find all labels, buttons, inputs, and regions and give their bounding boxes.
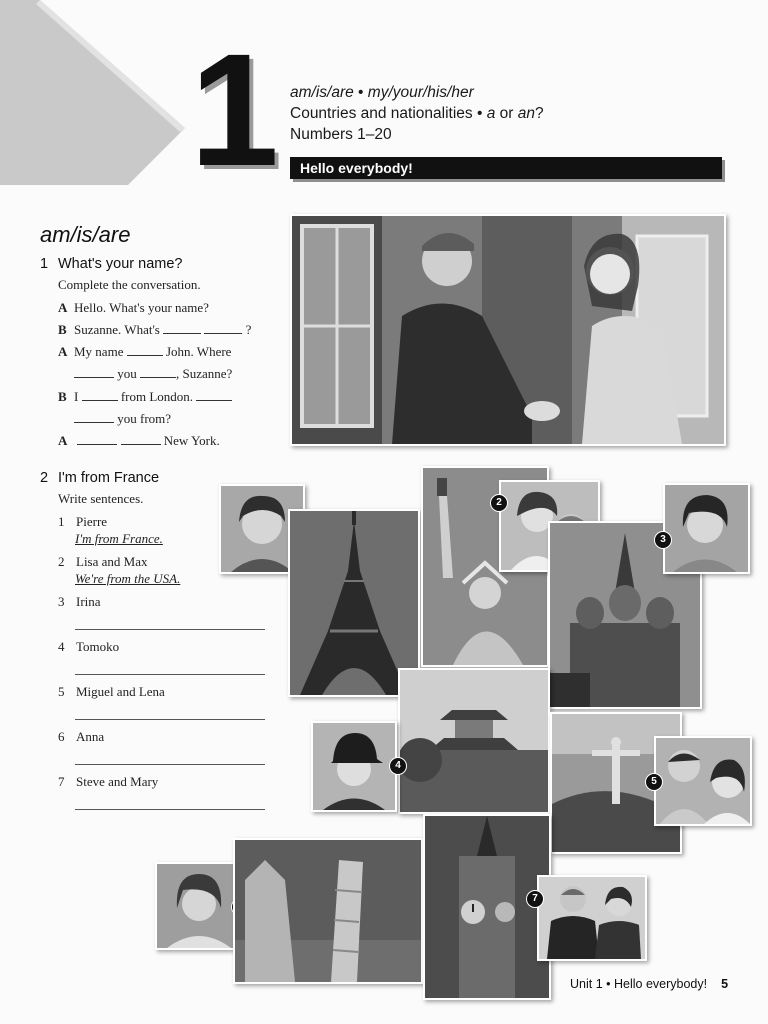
conversation-line: A My name John. Where xyxy=(58,344,232,359)
conversation-line: B Suzanne. What's ? xyxy=(58,322,252,337)
topic-am-is-are: am/is/are xyxy=(290,84,354,101)
topics-line-2: Countries and nationalities • a or an? xyxy=(290,105,544,122)
exercise-1-instruction: Complete the conversation. xyxy=(58,277,201,292)
topic-possessives: my/your/his/her xyxy=(367,84,474,101)
footer-title: Hello everybody! xyxy=(613,977,708,991)
handshake-photo xyxy=(290,214,726,446)
topics-line-3: Numbers 1–20 xyxy=(290,126,392,143)
photo-number-badge: 5 xyxy=(645,773,663,791)
portrait-photo-3 xyxy=(663,483,750,574)
conversation-line: A Hello. What's your name? xyxy=(58,300,209,315)
exercise-2-instruction: Write sentences. xyxy=(58,491,144,506)
pagoda-photo xyxy=(398,668,550,814)
photo-number-badge: 2 xyxy=(490,494,508,512)
exercise-item: 7 Steve and Mary xyxy=(58,774,159,789)
photo-number-badge: 3 xyxy=(654,531,672,549)
conversation-line: B I from London. xyxy=(58,389,232,405)
answer-line[interactable] xyxy=(75,629,265,630)
leaning-tower-of-pisa-photo xyxy=(233,838,423,984)
unit-title-bar: Hello everybody! xyxy=(290,157,722,179)
exercise-2-title: 2 I'm from France xyxy=(40,470,160,486)
topic-separator: • xyxy=(353,84,368,101)
photo-number-badge: 4 xyxy=(389,757,407,775)
answer-line[interactable] xyxy=(75,809,265,810)
unit-corner-triangle xyxy=(0,0,190,185)
conversation-line: A New York. xyxy=(58,433,220,448)
couple-photo-7 xyxy=(537,875,647,961)
answer-blank[interactable] xyxy=(196,390,232,401)
couple-photo-5 xyxy=(654,736,752,826)
answer-blank[interactable] xyxy=(77,434,117,445)
exercise-item: 5 Miguel and Lena xyxy=(58,684,165,699)
portrait-photo-4 xyxy=(311,721,397,812)
exercise-1-title: 1 What's your name? xyxy=(40,256,183,272)
unit-topics xyxy=(290,82,544,145)
answer-blank[interactable] xyxy=(121,434,161,445)
conversation-line: you from? xyxy=(74,411,171,427)
topics-line-1 xyxy=(290,82,544,103)
answer-blank[interactable] xyxy=(204,323,242,334)
exercise-item: 2 Lisa and Max xyxy=(58,554,148,569)
answer-blank[interactable] xyxy=(74,367,114,378)
answer-blank[interactable] xyxy=(140,367,176,378)
exercise-item: 3 Irina xyxy=(58,594,101,609)
photo-number-badge: 7 xyxy=(526,890,544,908)
section-heading: am/is/are xyxy=(40,222,131,247)
footer-unit-label: Unit 1 xyxy=(570,977,603,991)
portrait-photo-6 xyxy=(155,862,241,950)
exercise-item: 4 Tomoko xyxy=(58,639,120,654)
page-footer: Unit 1 • Hello everybody! 5 xyxy=(570,977,729,991)
example-answer: I'm from France. xyxy=(75,531,163,546)
answer-line[interactable] xyxy=(75,674,265,675)
answer-line[interactable] xyxy=(75,764,265,765)
page-number: 5 xyxy=(721,977,729,991)
answer-blank[interactable] xyxy=(82,390,118,401)
conversation-line: you , Suzanne? xyxy=(74,366,232,382)
answer-blank[interactable] xyxy=(127,345,163,356)
exercise-item: 1 Pierre xyxy=(58,514,108,529)
unit-number: 1 xyxy=(190,20,273,199)
answer-line[interactable] xyxy=(75,719,265,720)
answer-blank[interactable] xyxy=(74,412,114,423)
example-answer: We're from the USA. xyxy=(75,571,181,586)
answer-blank[interactable] xyxy=(163,323,201,334)
exercise-item: 6 Anna xyxy=(58,729,105,744)
